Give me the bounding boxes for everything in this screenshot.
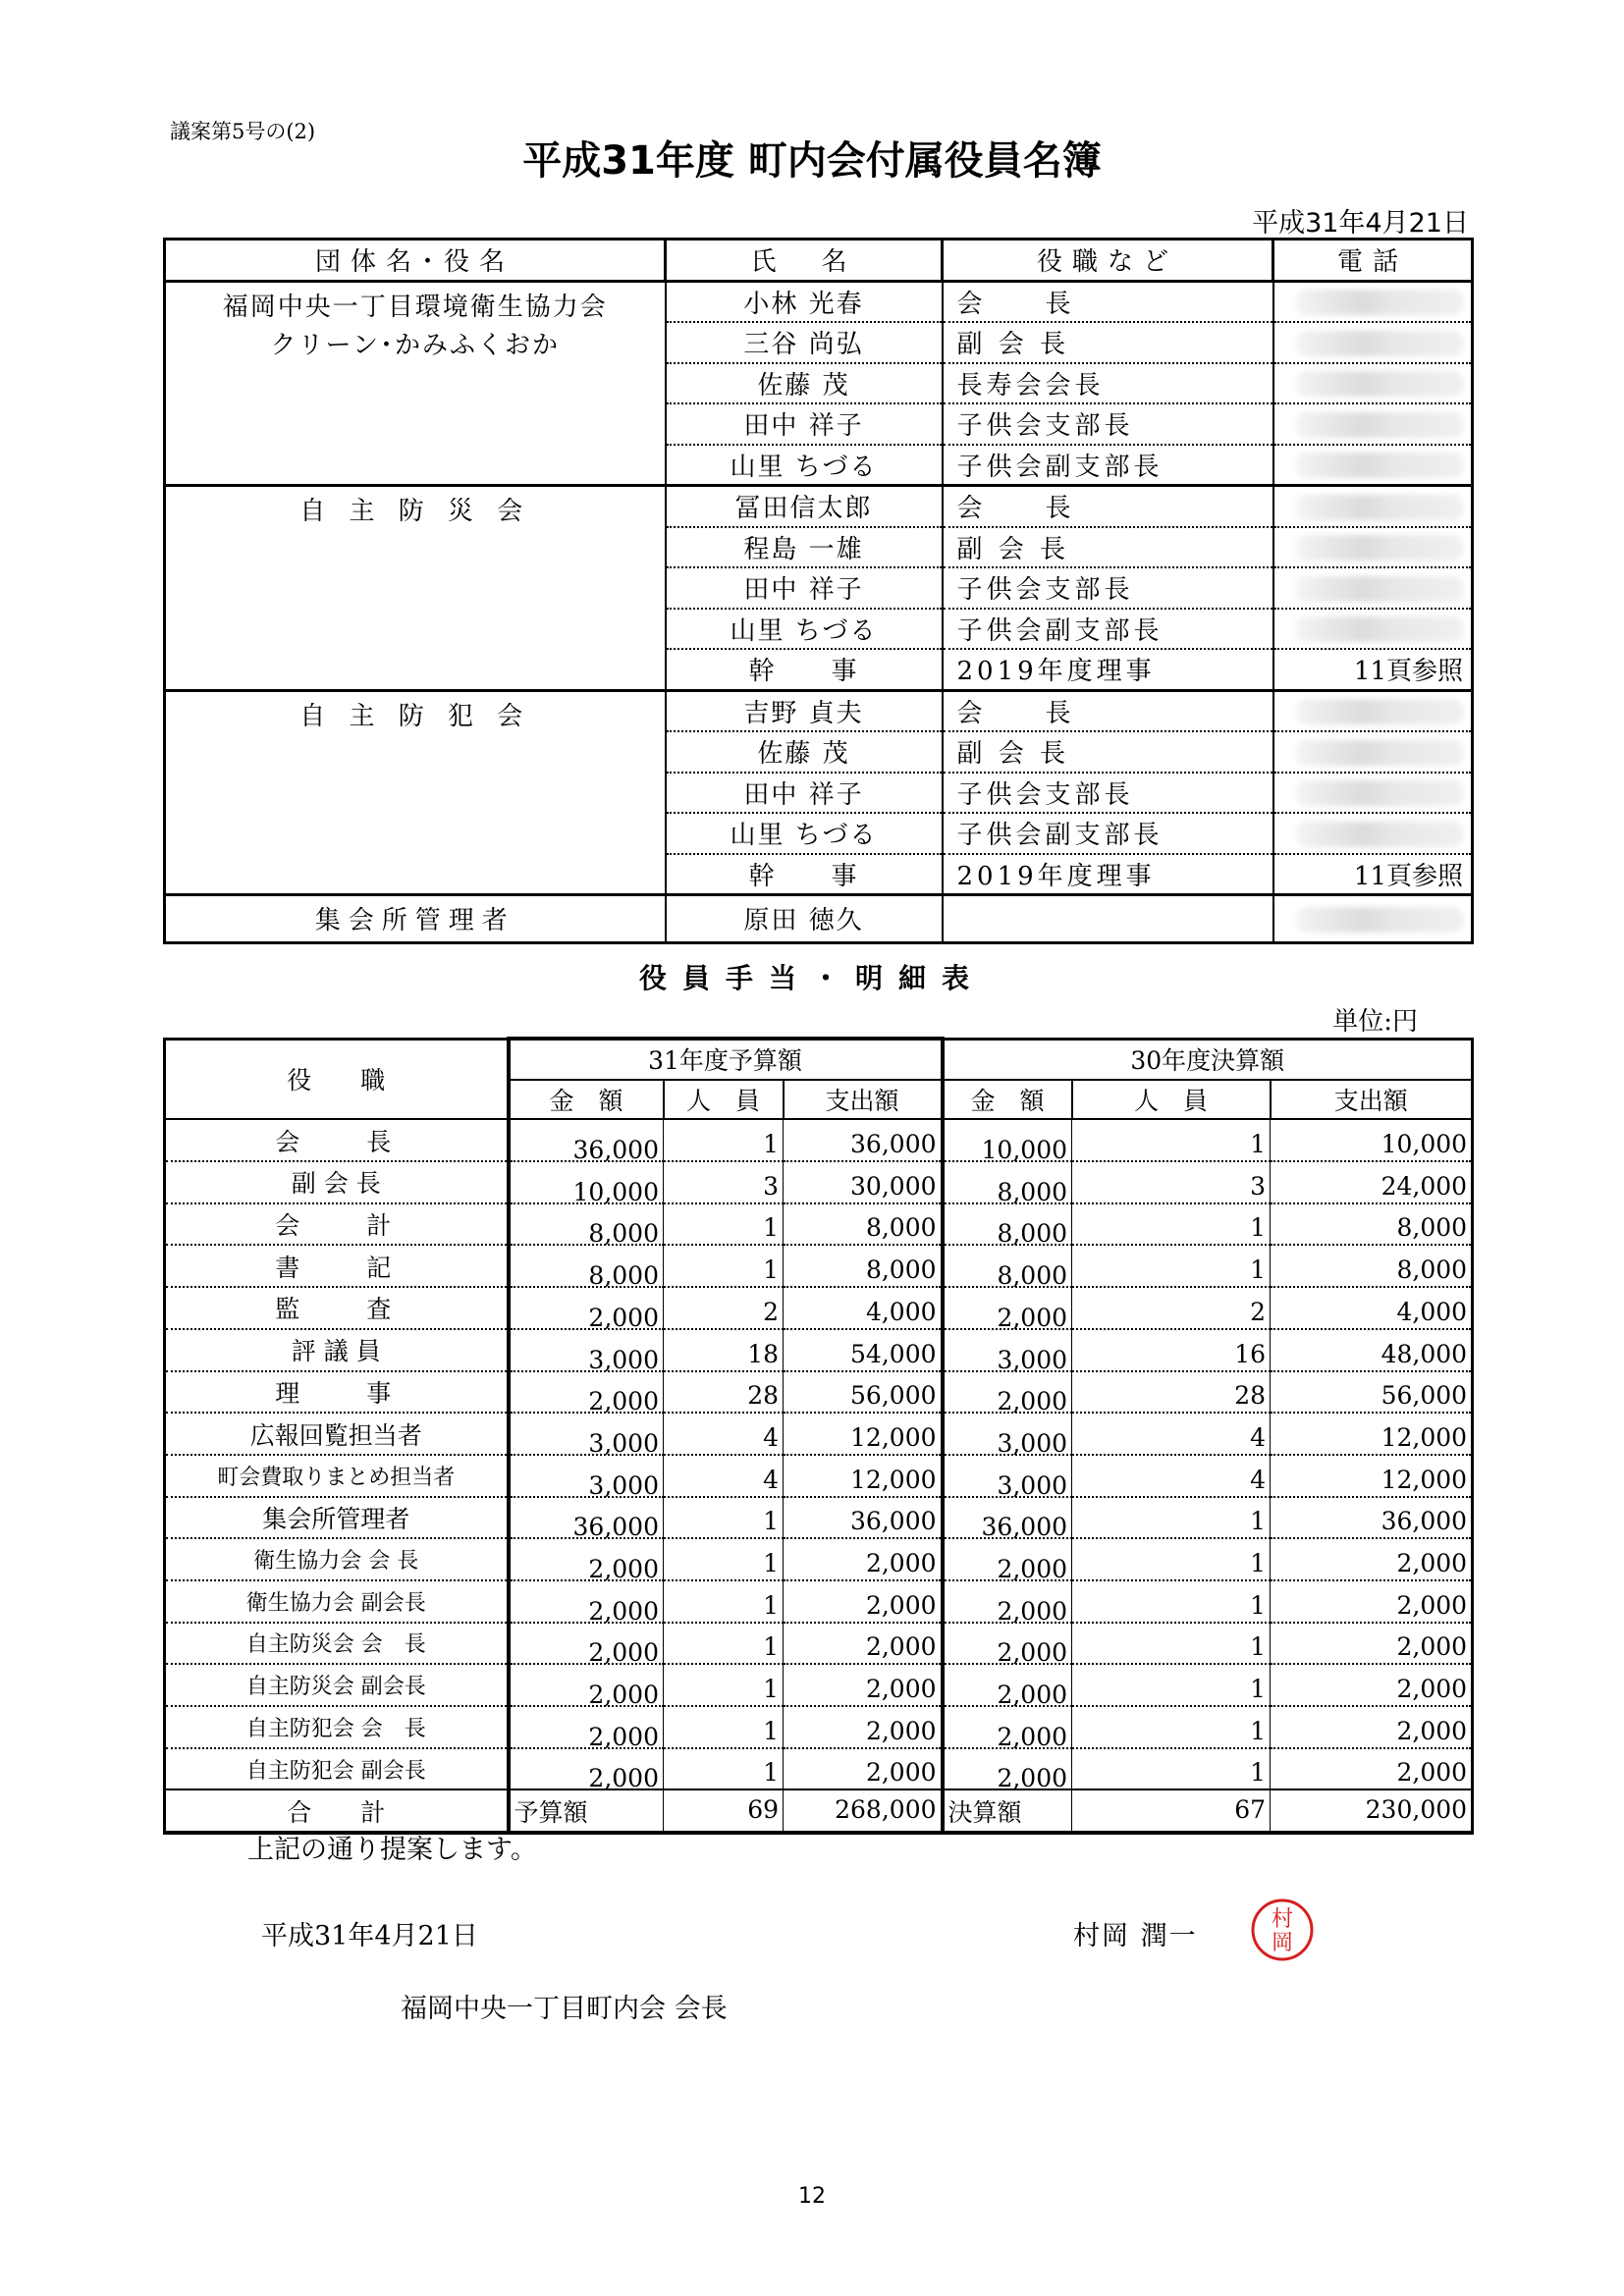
budget-people: 1: [664, 1664, 784, 1706]
signer-name: 村岡 潤一: [1073, 1921, 1198, 1951]
settled-amount: 2,000: [943, 1542, 1072, 1584]
allowance-row: [165, 1748, 1473, 1790]
settled-people: 4: [1072, 1455, 1271, 1497]
budget-expense: 2,000: [784, 1664, 943, 1706]
budget-amount: 2,000: [509, 1627, 664, 1669]
budget-people: 1: [664, 1706, 784, 1748]
unit-label: 単位:円: [1332, 1007, 1418, 1037]
group-name-line: 自 主 防 災 会: [299, 497, 531, 526]
role-title: 2019年度理事: [943, 649, 1273, 690]
row-position: 自主防犯会 会 長: [165, 1706, 509, 1748]
total-settled-label: 決算額: [943, 1789, 1072, 1833]
budget-amount: 36,000: [509, 1501, 664, 1543]
settled-expense: 8,000: [1271, 1245, 1473, 1287]
signature-date: 平成31年4月21日: [261, 1921, 478, 1951]
settled-people: 1: [1072, 1748, 1271, 1790]
budget-expense: 8,000: [784, 1245, 943, 1287]
officer-roster-table: [163, 238, 1474, 944]
document-reference: 議案第5号の(2): [170, 120, 316, 143]
roster-header-row: [165, 240, 1473, 282]
settled-amount: 3,000: [943, 1416, 1072, 1459]
settled-expense: 48,000: [1271, 1329, 1473, 1371]
budget-amount: 3,000: [509, 1416, 664, 1459]
roster-row: [165, 486, 1473, 527]
settled-amount: 2,000: [943, 1668, 1072, 1710]
roster-row: [165, 690, 1473, 731]
budget-expense: 36,000: [784, 1497, 943, 1539]
header-settled-people: 人 員: [1072, 1080, 1271, 1120]
row-position: 副 会 長: [165, 1161, 509, 1203]
settled-people: 16: [1072, 1329, 1271, 1371]
settled-amount: 2,000: [943, 1627, 1072, 1669]
redacted-phone-blur: [1296, 453, 1463, 478]
budget-people: 1: [664, 1538, 784, 1580]
settled-expense: 36,000: [1271, 1497, 1473, 1539]
settled-expense: 12,000: [1271, 1455, 1473, 1497]
allowance-row: [165, 1287, 1473, 1329]
roster-body: [165, 281, 1473, 942]
budget-amount: 10,000: [509, 1165, 664, 1207]
document-date: 平成31年4月21日: [1252, 208, 1469, 239]
row-position: 広報回覧担当者: [165, 1413, 509, 1455]
budget-expense: 2,000: [784, 1748, 943, 1790]
settled-amount: 10,000: [943, 1123, 1072, 1165]
redacted-phone-blur: [1296, 331, 1463, 356]
person-name: 原田 徳久: [666, 895, 943, 943]
person-name: 田中 祥子: [666, 567, 943, 609]
header-position: 役 職: [165, 1039, 509, 1119]
settled-people: 1: [1072, 1580, 1271, 1623]
phone-redacted: [1273, 403, 1473, 445]
allowance-row: [165, 1623, 1473, 1665]
settled-people: 1: [1072, 1119, 1271, 1161]
redacted-phone-blur: [1296, 535, 1463, 561]
settled-expense: 4,000: [1271, 1287, 1473, 1329]
person-name: 山里 ちづる: [666, 609, 943, 650]
redacted-phone-blur: [1296, 780, 1463, 806]
budget-expense: 2,000: [784, 1580, 943, 1623]
person-name: 吉野 貞夫: [666, 690, 943, 731]
budget-people: 18: [664, 1329, 784, 1371]
allowance-row: [165, 1706, 1473, 1748]
allowance-row: [165, 1203, 1473, 1246]
settled-expense: 2,000: [1271, 1748, 1473, 1790]
allowance-row: [165, 1664, 1473, 1706]
budget-amount: 2,000: [509, 1668, 664, 1710]
settled-expense: 56,000: [1271, 1371, 1473, 1414]
person-name: 三谷 尚弘: [666, 322, 943, 363]
redacted-phone-blur: [1296, 371, 1463, 397]
total-settled-people: 67: [1072, 1789, 1271, 1833]
role-title: 長寿会会長: [943, 363, 1273, 404]
redacted-phone-blur: [1296, 822, 1463, 847]
phone-redacted: [1273, 731, 1473, 773]
phone-redacted: [1273, 281, 1473, 322]
budget-amount: 8,000: [509, 1249, 664, 1291]
settled-amount: 2,000: [943, 1291, 1072, 1333]
total-budget-people: 69: [664, 1789, 784, 1833]
roster-row: [165, 281, 1473, 322]
header-position: 役職など: [943, 240, 1273, 282]
phone-note: 11頁参照: [1273, 649, 1473, 690]
redacted-phone-blur: [1296, 699, 1463, 724]
role-title: 2019年度理事: [943, 854, 1273, 895]
phone-redacted: [1273, 813, 1473, 854]
role-title: 子供会副支部長: [943, 445, 1273, 486]
header-phone: 電話: [1273, 240, 1473, 282]
settled-expense: 10,000: [1271, 1119, 1473, 1161]
phone-redacted: [1273, 609, 1473, 650]
settled-people: 28: [1072, 1371, 1271, 1414]
allowance-row: [165, 1455, 1473, 1497]
role-title: 副 会 長: [943, 527, 1273, 568]
phone-note: 11頁参照: [1273, 854, 1473, 895]
row-position: 会 長: [165, 1119, 509, 1161]
budget-amount: 2,000: [509, 1752, 664, 1794]
phone-redacted: [1273, 527, 1473, 568]
budget-amount: 2,000: [509, 1375, 664, 1417]
allowance-row: [165, 1371, 1473, 1414]
settled-people: 1: [1072, 1497, 1271, 1539]
total-budget-label: 予算額: [509, 1789, 664, 1833]
redacted-phone-blur: [1296, 412, 1463, 438]
header-budget-2019: 31年度予算額: [509, 1039, 943, 1080]
settled-expense: 12,000: [1271, 1413, 1473, 1455]
group-name-line: クリーン･かみふくおか: [270, 330, 560, 360]
role-title: 子供会支部長: [943, 403, 1273, 445]
role-title: 子供会副支部長: [943, 609, 1273, 650]
page-title: 平成31年度 町内会付属役員名簿: [522, 138, 1102, 184]
budget-amount: 2,000: [509, 1291, 664, 1333]
redacted-phone-blur: [1296, 576, 1463, 602]
person-name: 小林 光春: [666, 281, 943, 322]
row-position: 自主防災会 副会長: [165, 1664, 509, 1706]
allowance-header-row-1: [165, 1039, 1473, 1080]
budget-expense: 12,000: [784, 1455, 943, 1497]
person-name: 田中 祥子: [666, 773, 943, 814]
seal-stamp-icon: [1249, 1896, 1316, 1963]
budget-amount: 8,000: [509, 1207, 664, 1250]
row-position: 衛生協力会 会 長: [165, 1538, 509, 1580]
budget-expense: 2,000: [784, 1623, 943, 1665]
budget-people: 2: [664, 1287, 784, 1329]
row-position: 理 事: [165, 1371, 509, 1414]
settled-amount: 8,000: [943, 1165, 1072, 1207]
phone-redacted: [1273, 895, 1473, 943]
settled-amount: 2,000: [943, 1710, 1072, 1752]
row-position: 会 計: [165, 1203, 509, 1246]
header-budget-amount: 金 額: [509, 1080, 664, 1120]
settled-expense: 2,000: [1271, 1664, 1473, 1706]
group-name: [165, 281, 666, 486]
header-name: 氏 名: [666, 240, 943, 282]
budget-expense: 36,000: [784, 1119, 943, 1161]
settled-people: 1: [1072, 1245, 1271, 1287]
person-name: 田中 祥子: [666, 403, 943, 445]
phone-redacted: [1273, 322, 1473, 363]
row-position: 集会所管理者: [165, 1497, 509, 1539]
settled-amount: 3,000: [943, 1333, 1072, 1375]
header-settled-expense: 支出額: [1271, 1080, 1473, 1120]
budget-amount: 36,000: [509, 1123, 664, 1165]
organization-title: 福岡中央一丁目町内会 会長: [401, 1994, 728, 2024]
redacted-phone-blur: [1296, 616, 1463, 642]
budget-people: 28: [664, 1371, 784, 1414]
allowance-row: [165, 1119, 1473, 1161]
roster-row: [165, 895, 1473, 943]
budget-people: 1: [664, 1748, 784, 1790]
person-name: 幹 事: [666, 649, 943, 690]
budget-expense: 12,000: [784, 1413, 943, 1455]
phone-redacted: [1273, 363, 1473, 404]
row-position: 監 査: [165, 1287, 509, 1329]
group-name: [165, 690, 666, 895]
person-name: 山里 ちづる: [666, 445, 943, 486]
header-settled-2018: 30年度決算額: [943, 1039, 1473, 1080]
role-title: [943, 895, 1273, 943]
svg-text:岡: 岡: [1271, 1931, 1294, 1955]
group-name: [165, 486, 666, 691]
total-budget-expense: 268,000: [784, 1789, 943, 1833]
settled-people: 1: [1072, 1623, 1271, 1665]
budget-people: 4: [664, 1413, 784, 1455]
allowance-row: [165, 1245, 1473, 1287]
allowance-table-title: 役員手当・明細表: [638, 962, 985, 994]
person-name: 山里 ちづる: [666, 813, 943, 854]
settled-amount: 2,000: [943, 1375, 1072, 1417]
settled-amount: 2,000: [943, 1584, 1072, 1627]
person-name: 程島 一雄: [666, 527, 943, 568]
header-group-role: 団体名･役名: [165, 240, 666, 282]
allowance-row: [165, 1497, 1473, 1539]
budget-amount: 2,000: [509, 1710, 664, 1752]
settled-people: 1: [1072, 1664, 1271, 1706]
person-name: 佐藤 茂: [666, 363, 943, 404]
budget-amount: 2,000: [509, 1542, 664, 1584]
budget-people: 1: [664, 1623, 784, 1665]
phone-redacted: [1273, 486, 1473, 527]
row-position: 町会費取りまとめ担当者: [165, 1455, 509, 1497]
settled-expense: 2,000: [1271, 1538, 1473, 1580]
settled-people: 1: [1072, 1538, 1271, 1580]
budget-people: 3: [664, 1161, 784, 1203]
settled-people: 1: [1072, 1203, 1271, 1246]
budget-people: 1: [664, 1119, 784, 1161]
group-name: [165, 895, 666, 943]
settled-amount: 8,000: [943, 1207, 1072, 1250]
header-budget-expense: 支出額: [784, 1080, 943, 1120]
settled-people: 3: [1072, 1161, 1271, 1203]
header-settled-amount: 金 額: [943, 1080, 1072, 1120]
page-number: 12: [798, 2184, 826, 2209]
budget-people: 1: [664, 1203, 784, 1246]
budget-amount: 3,000: [509, 1333, 664, 1375]
budget-expense: 4,000: [784, 1287, 943, 1329]
total-label: 合 計: [165, 1789, 509, 1833]
row-position: 自主防犯会 副会長: [165, 1748, 509, 1790]
allowance-row: [165, 1161, 1473, 1203]
budget-expense: 8,000: [784, 1203, 943, 1246]
settled-expense: 2,000: [1271, 1623, 1473, 1665]
row-position: 書 記: [165, 1245, 509, 1287]
allowance-body: [165, 1119, 1473, 1793]
group-name-line: 福岡中央一丁目環境衛生協力会: [222, 292, 608, 322]
budget-expense: 2,000: [784, 1706, 943, 1748]
phone-redacted: [1273, 567, 1473, 609]
settled-people: 1: [1072, 1706, 1271, 1748]
phone-redacted: [1273, 773, 1473, 814]
phone-redacted: [1273, 690, 1473, 731]
settled-expense: 8,000: [1271, 1203, 1473, 1246]
budget-people: 1: [664, 1245, 784, 1287]
budget-people: 4: [664, 1455, 784, 1497]
settled-amount: 36,000: [943, 1501, 1072, 1543]
allowance-row: [165, 1329, 1473, 1371]
role-title: 子供会支部長: [943, 773, 1273, 814]
total-settled-expense: 230,000: [1271, 1789, 1473, 1833]
role-title: 会 長: [943, 486, 1273, 527]
allowance-row: [165, 1538, 1473, 1580]
person-name: 幹 事: [666, 854, 943, 895]
budget-expense: 56,000: [784, 1371, 943, 1414]
redacted-phone-blur: [1296, 495, 1463, 520]
redacted-phone-blur: [1296, 290, 1463, 315]
settled-people: 4: [1072, 1413, 1271, 1455]
settled-amount: 8,000: [943, 1249, 1072, 1291]
role-title: 子供会副支部長: [943, 813, 1273, 854]
role-title: 副 会 長: [943, 322, 1273, 363]
svg-text:村: 村: [1271, 1907, 1294, 1932]
phone-redacted: [1273, 445, 1473, 486]
person-name: 佐藤 茂: [666, 731, 943, 773]
allowance-total-row: [165, 1789, 1473, 1833]
budget-expense: 30,000: [784, 1161, 943, 1203]
budget-people: 1: [664, 1580, 784, 1623]
budget-expense: 54,000: [784, 1329, 943, 1371]
allowance-row: [165, 1413, 1473, 1455]
role-title: 子供会支部長: [943, 567, 1273, 609]
header-budget-people: 人 員: [664, 1080, 784, 1120]
role-title: 会 長: [943, 281, 1273, 322]
settled-people: 2: [1072, 1287, 1271, 1329]
row-position: 評 議 員: [165, 1329, 509, 1371]
redacted-phone-blur: [1296, 907, 1463, 933]
settled-expense: 24,000: [1271, 1161, 1473, 1203]
person-name: 冨田信太郎: [666, 486, 943, 527]
closing-statement: 上記の通り提案します。: [247, 1835, 537, 1865]
row-position: 衛生協力会 副会長: [165, 1580, 509, 1623]
settled-amount: 3,000: [943, 1459, 1072, 1501]
allowance-table: [163, 1037, 1474, 1835]
redacted-phone-blur: [1296, 740, 1463, 766]
settled-expense: 2,000: [1271, 1706, 1473, 1748]
budget-people: 1: [664, 1497, 784, 1539]
group-name-line: 集会所管理者: [314, 906, 515, 935]
role-title: 副 会 長: [943, 731, 1273, 773]
row-position: 自主防災会 会 長: [165, 1623, 509, 1665]
settled-amount: 2,000: [943, 1752, 1072, 1794]
allowance-row: [165, 1580, 1473, 1623]
settled-expense: 2,000: [1271, 1580, 1473, 1623]
role-title: 会 長: [943, 690, 1273, 731]
group-name-line: 自 主 防 犯 会: [299, 701, 531, 731]
budget-amount: 3,000: [509, 1459, 664, 1501]
budget-amount: 2,000: [509, 1584, 664, 1627]
budget-expense: 2,000: [784, 1538, 943, 1580]
